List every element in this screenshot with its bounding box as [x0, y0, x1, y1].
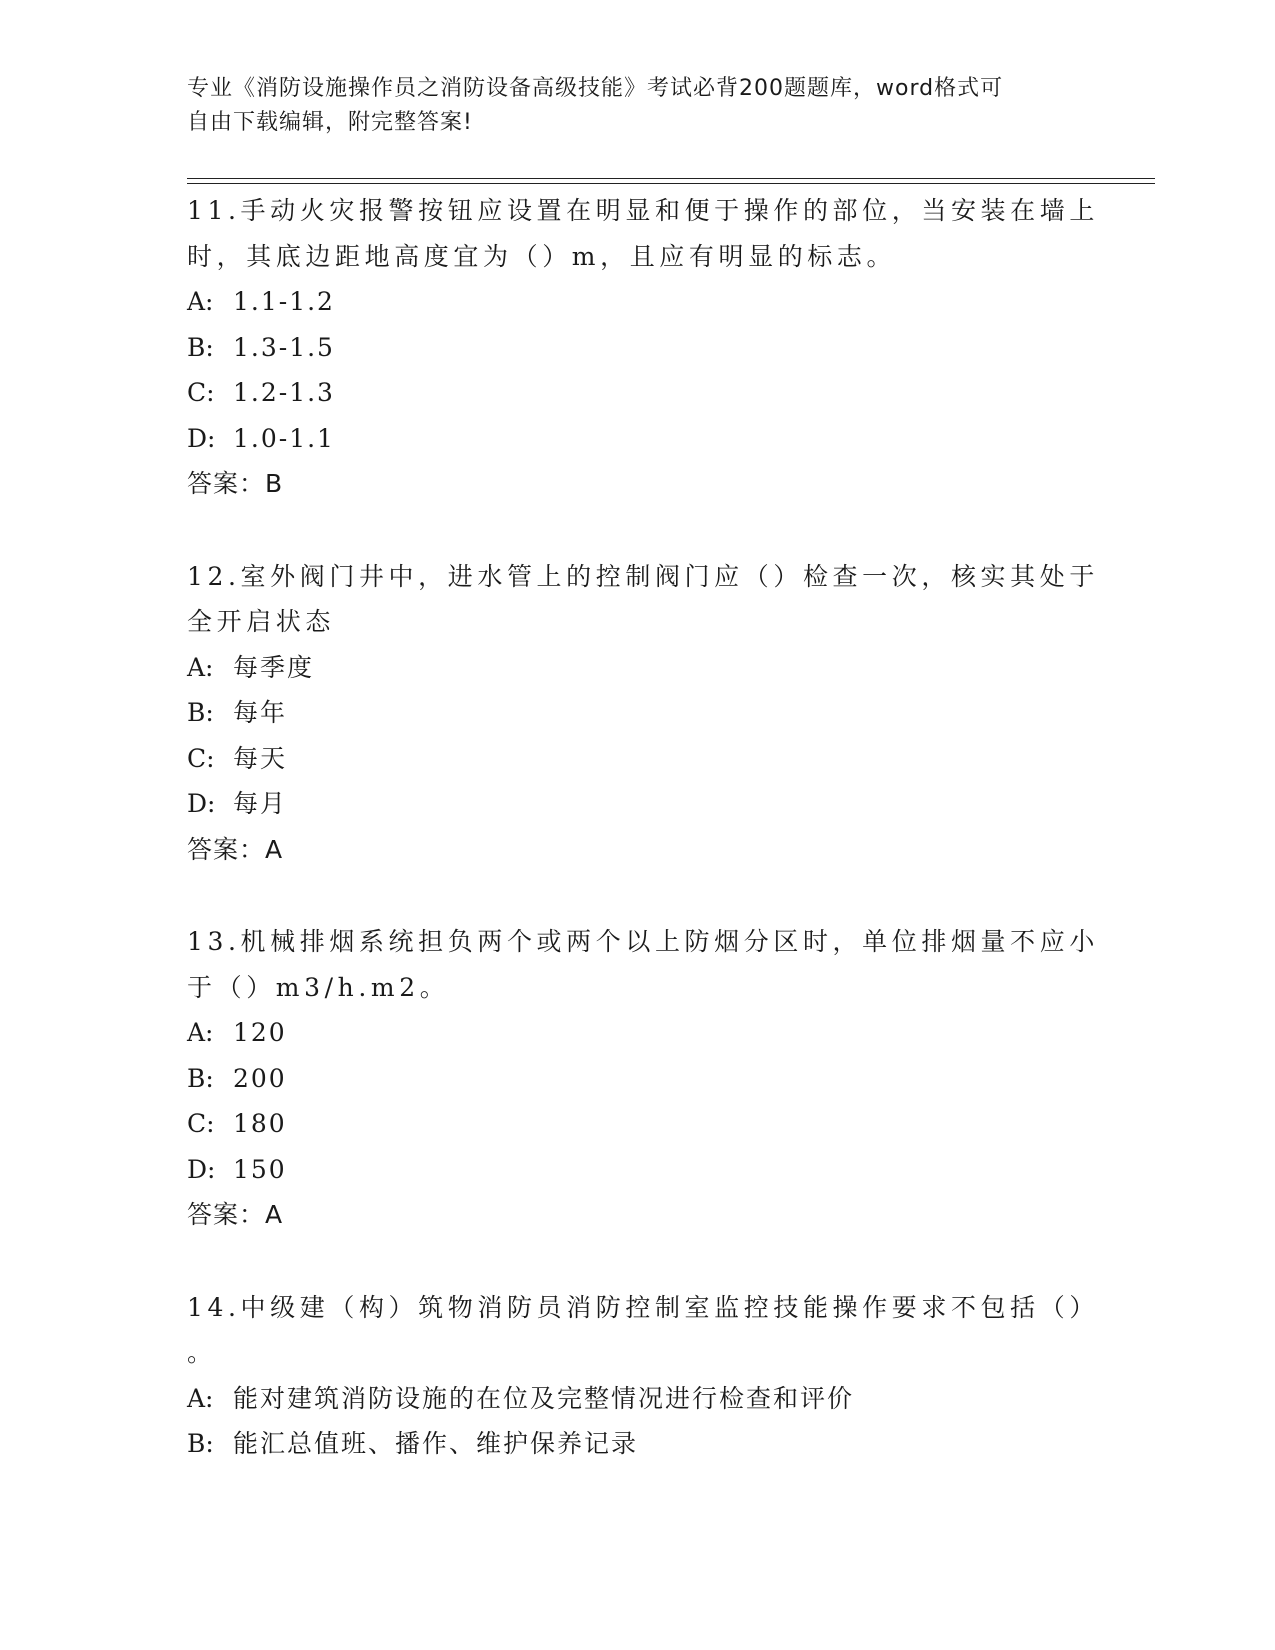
option-text: 每季度 [233, 652, 315, 682]
option-letter: A: [187, 287, 214, 316]
option-c [187, 1101, 1087, 1147]
option-c [187, 370, 1087, 416]
option-letter: B: [187, 332, 214, 362]
header-line-1: 专业《消防设施操作员之消防设备高级技能》考试必背200题题库，word格式可 [187, 76, 1004, 101]
option-b [187, 1056, 1087, 1102]
question-spacer [187, 1238, 1087, 1285]
option-b [187, 325, 1087, 371]
question-11 [187, 188, 1099, 507]
question-text-line: 。 [187, 1338, 217, 1367]
question-spacer [187, 872, 1087, 919]
option-text: 1.1-1.2 [233, 287, 335, 316]
option-letter: A: [187, 1383, 214, 1413]
option-letter: B: [187, 1429, 214, 1458]
option-text: 200 [233, 1063, 287, 1093]
option-letter: A: [187, 652, 214, 682]
option-d [187, 1147, 1087, 1193]
option-text: 能汇总值班、播作、维护保养记录 [233, 1429, 639, 1458]
option-c [187, 736, 1087, 782]
option-letter: B: [187, 1063, 214, 1093]
option-d [187, 416, 1087, 462]
option-text: 每月 [233, 789, 288, 818]
option-a [187, 645, 1087, 691]
question-text-line: 11.手动火灾报警按钮应设置在明显和便于操作的部位，当安装在墙上 [187, 196, 1099, 225]
question-text-line: 于（）m3/h.m2。 [187, 972, 450, 1002]
option-text: 1.0-1.1 [233, 423, 335, 453]
question-spacer [187, 507, 1087, 554]
answer-line: 答案：A [187, 1200, 284, 1229]
header-divider-bottom [187, 183, 1155, 184]
option-d [187, 781, 1087, 827]
header-divider-top [187, 178, 1155, 179]
option-letter: B: [187, 698, 214, 727]
option-letter: C: [187, 378, 215, 407]
option-text: 180 [233, 1109, 287, 1138]
option-letter: D: [187, 1154, 216, 1184]
header-line-2: 自由下载编辑，附完整答案! [187, 110, 473, 135]
option-letter: D: [187, 423, 216, 453]
option-letter: A: [187, 1018, 214, 1047]
question-text-line: 14.中级建（构）筑物消防员消防控制室监控技能操作要求不包括（） [187, 1292, 1099, 1322]
option-letter: C: [187, 1109, 215, 1138]
option-text: 120 [233, 1018, 287, 1047]
option-b [187, 690, 1087, 736]
option-text: 每天 [233, 743, 288, 773]
option-b [187, 1421, 1087, 1467]
question-14 [187, 1285, 1099, 1467]
option-letter: D: [187, 789, 216, 818]
question-text-line: 13.机械排烟系统担负两个或两个以上防烟分区时，单位排烟量不应小 [187, 927, 1099, 956]
question-12 [187, 554, 1099, 873]
question-text-line: 全开启状态 [187, 607, 336, 636]
answer-line: 答案：B [187, 469, 284, 498]
document-header [187, 72, 1087, 140]
question-text-line: 12.室外阀门井中，进水管上的控制阀门应（）检查一次，核实其处于 [187, 561, 1099, 591]
option-a [187, 1376, 1087, 1422]
question-text-line: 时，其底边距地高度宜为（）m，且应有明显的标志。 [187, 241, 897, 271]
option-text: 1.2-1.3 [233, 378, 335, 407]
option-text: 能对建筑消防设施的在位及完整情况进行检查和评价 [233, 1383, 855, 1413]
option-a [187, 279, 1087, 325]
question-13 [187, 919, 1099, 1238]
question-list [187, 188, 1099, 1467]
option-letter: C: [187, 743, 215, 773]
option-text: 150 [233, 1154, 287, 1184]
option-text: 每年 [233, 698, 288, 727]
option-a [187, 1010, 1087, 1056]
answer-line: 答案：A [187, 834, 284, 864]
option-text: 1.3-1.5 [233, 332, 335, 362]
